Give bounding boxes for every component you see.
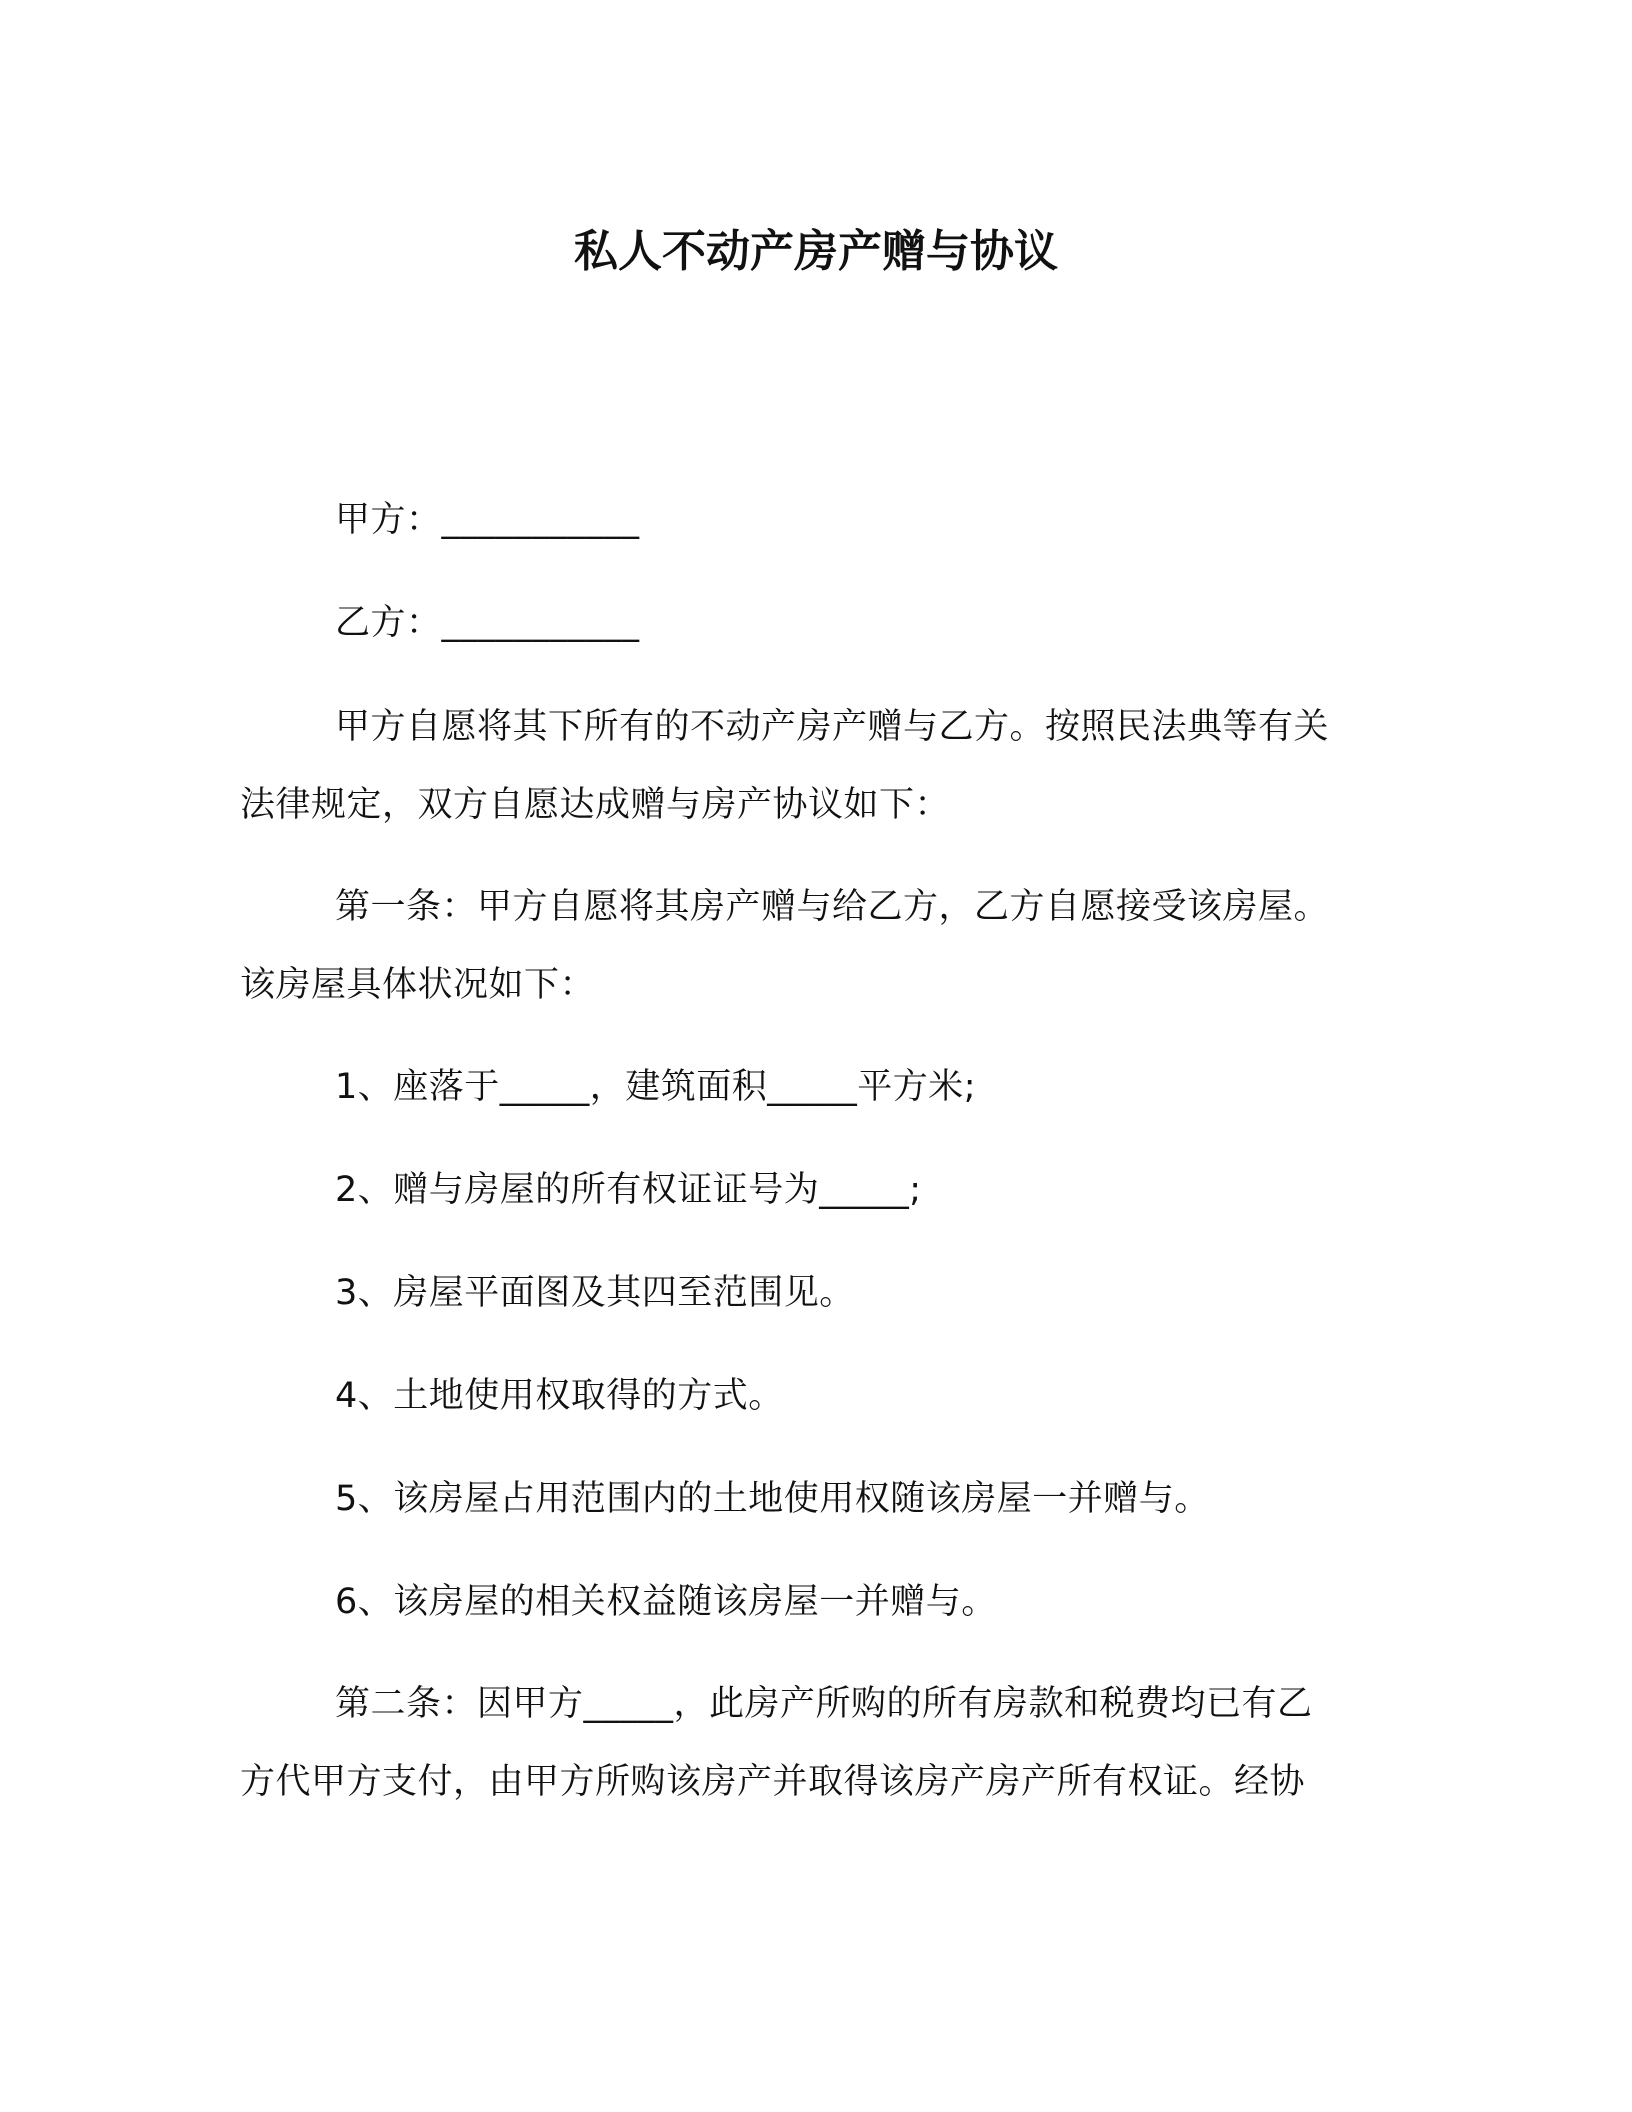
intro-paragraph-line-2: 法律规定，双方自愿达成赠与房产协议如下： <box>240 785 951 825</box>
article-1-line-2: 该房屋具体状况如下： <box>240 965 596 1005</box>
article-2-line-1: 第二条：因甲方_____，此房产所购的所有房款和税费均已有乙 <box>335 1684 1313 1724</box>
list-item-3: 3、房屋平面图及其四至范围见。 <box>335 1273 855 1313</box>
article-2-line-2: 方代甲方支付，由甲方所购该房产并取得该房产房产所有权证。经协 <box>240 1762 1306 1802</box>
list-item-4: 4、土地使用权取得的方式。 <box>335 1376 784 1416</box>
list-item-6: 6、该房屋的相关权益随该房屋一并赠与。 <box>335 1582 997 1622</box>
party-b-line: 乙方：___________ <box>335 603 640 643</box>
list-item-5: 5、该房屋占用范围内的土地使用权随该房屋一并赠与。 <box>335 1479 1210 1519</box>
intro-paragraph-line-1: 甲方自愿将其下所有的不动产房产赠与乙方。按照民法典等有关 <box>335 707 1330 747</box>
party-a-line: 甲方：___________ <box>335 500 640 540</box>
list-item-2: 2、赠与房屋的所有权证证号为_____; <box>335 1170 922 1210</box>
article-1-line-1: 第一条：甲方自愿将其房产赠与给乙方，乙方自愿接受该房屋。 <box>335 887 1330 927</box>
list-item-1: 1、座落于_____，建筑面积_____平方米; <box>335 1067 977 1107</box>
document-title: 私人不动产房产赠与协议 <box>574 226 1058 277</box>
